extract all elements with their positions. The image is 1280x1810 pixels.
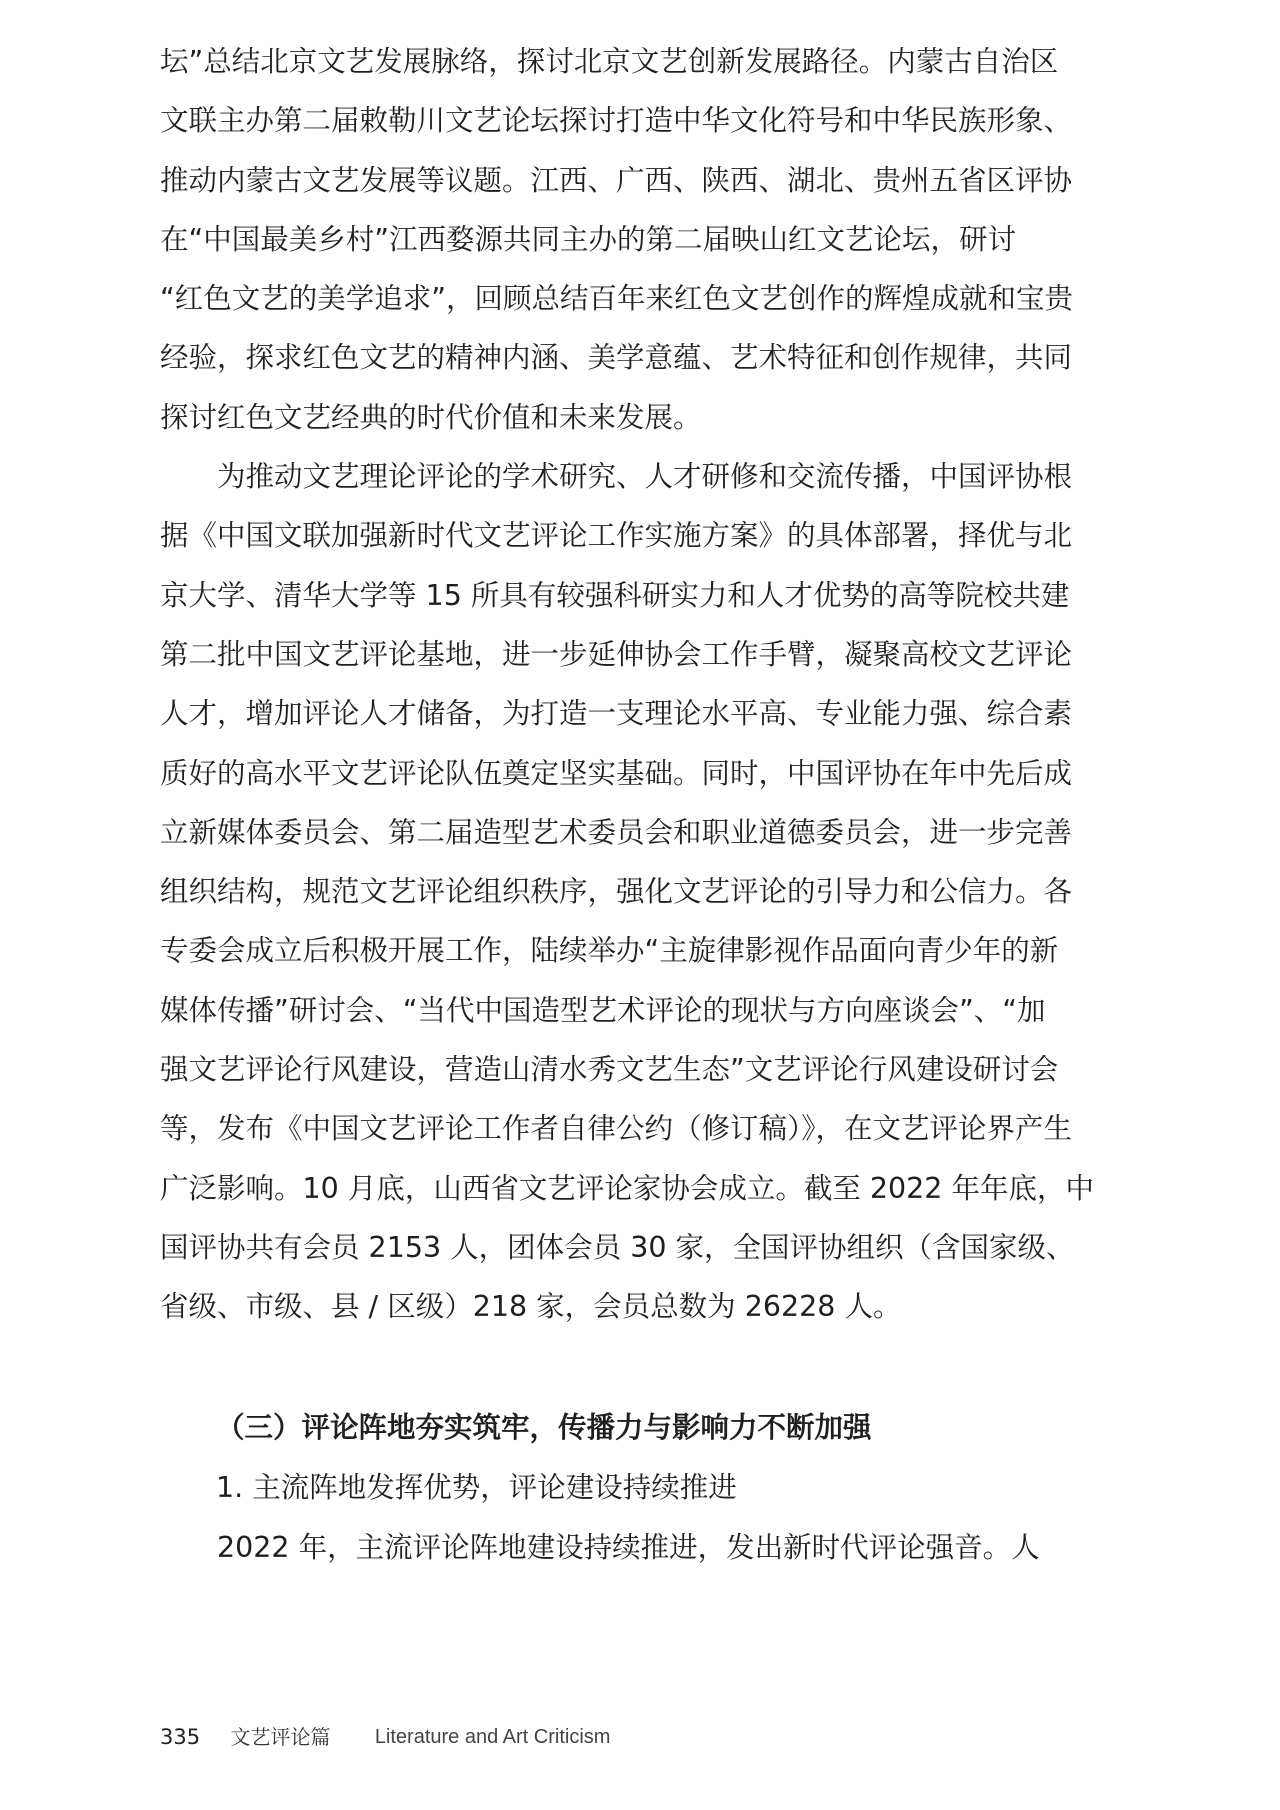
text-line: 组织结构，规范文艺评论组织秩序，强化文艺评论的引导力和公信力。各 <box>160 875 1073 909</box>
text-line: 京大学、清华大学等 15 所具有较强科研实力和人才优势的高等院校共建 <box>160 578 1070 612</box>
page-footer <box>160 1722 610 1752</box>
text-line: 媒体传播”研讨会、“当代中国造型艺术评论的现状与方向座谈会”、“加 <box>160 993 1046 1027</box>
text-line: 人才，增加评论人才储备，为打造一支理论水平高、专业能力强、综合素 <box>160 697 1073 731</box>
text-line: 国评协共有会员 2153 人，团体会员 30 家，全国评协组织（含国家级、 <box>160 1230 1075 1264</box>
text-line: 2022 年，主流评论阵地建设持续推进，发出新时代评论强音。人 <box>160 1531 1040 1564</box>
text-line: 据《中国文联加强新时代文艺评论工作实施方案》的具体部署，择优与北 <box>160 519 1073 553</box>
text-line: 推动内蒙古文艺发展等议题。江西、广西、陕西、湖北、贵州五省区评协 <box>160 163 1073 197</box>
text-line: 在“中国最美乡村”江西婺源共同主办的第二届映山红文艺论坛，研讨 <box>160 222 1017 256</box>
text-line: 坛”总结北京文艺发展脉络，探讨北京文艺创新发展路径。内蒙古自治区 <box>160 45 1059 78</box>
text-line: 质好的高水平文艺评论队伍奠定坚实基础。同时，中国评协在年中先后成 <box>160 756 1073 790</box>
text-line: 等，发布《中国文艺评论工作者自律公约（修订稿）》，在文艺评论界产生 <box>160 1112 1073 1146</box>
page-number: 335 <box>160 1725 201 1749</box>
text-line: 经验，探求红色文艺的精神内涵、美学意蕴、艺术特征和创作规律，共同 <box>160 341 1073 375</box>
section-block <box>160 1398 1128 1578</box>
text-line: 省级、市级、县 / 区级）218 家，会员总数为 26228 人。 <box>160 1290 902 1324</box>
sub-heading: 1. 主流阵地发挥优势，评论建设持续推进 <box>216 1471 737 1504</box>
text-line: 为推动文艺理论评论的学术研究、人才研修和交流传播，中国评协根 <box>160 460 1073 494</box>
body-text <box>160 32 1128 1337</box>
text-line: 立新媒体委员会、第二届造型艺术委员会和职业道德委员会，进一步完善 <box>160 815 1073 849</box>
section-heading: （三）评论阵地夯实筑牢，传播力与影响力不断加强 <box>216 1411 872 1444</box>
text-line: 文联主办第二届敕勒川文艺论坛探讨打造中华文化符号和中华民族形象、 <box>160 104 1073 138</box>
text-line: 专委会成立后积极开展工作，陆续举办“主旋律影视作品面向青少年的新 <box>160 934 1059 968</box>
text-line: 强文艺评论行风建设，营造山清水秀文艺生态”文艺评论行风建设研讨会 <box>160 1053 1059 1087</box>
text-line: 广泛影响。10 月底，山西省文艺评论家协会成立。截至 2022 年年底，中 <box>160 1171 1094 1205</box>
text-line: 探讨红色文艺经典的时代价值和未来发展。 <box>160 400 702 434</box>
text-line: “红色文艺的美学追求”，回顾总结百年来红色文艺创作的辉煌成就和宝贵 <box>160 282 1074 316</box>
text-line: 第二批中国文艺评论基地，进一步延伸协会工作手臂，凝聚高校文艺评论 <box>160 637 1073 671</box>
running-section-title-en: Literature and Art Criticism <box>374 1726 611 1748</box>
running-section-title-cn: 文艺评论篇 <box>230 1725 331 1749</box>
